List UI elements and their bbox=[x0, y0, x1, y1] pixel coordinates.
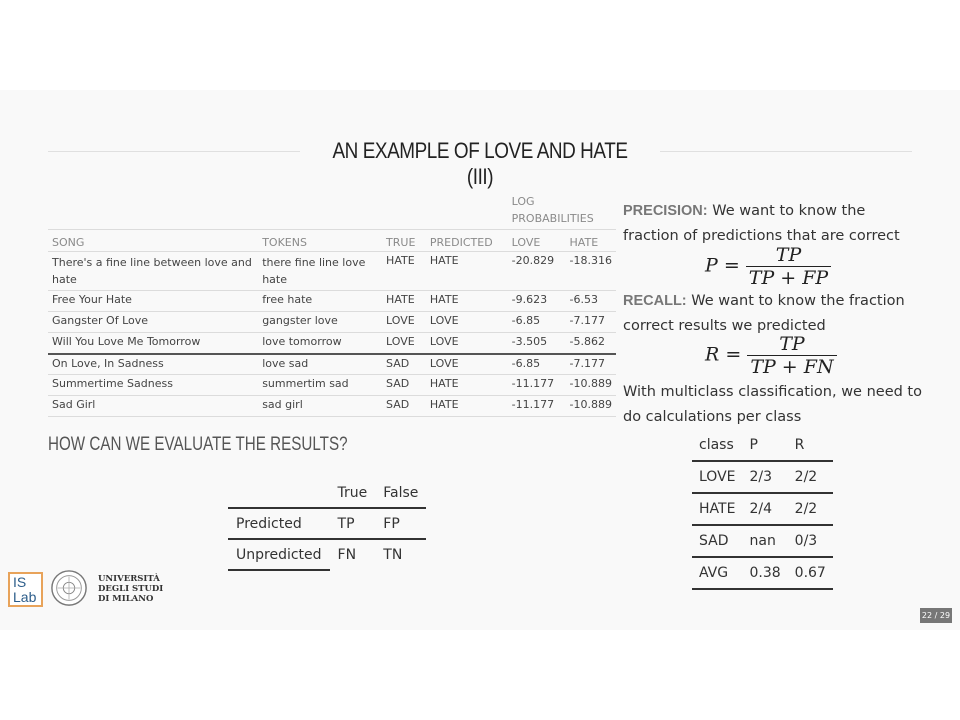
pr-col-p: P bbox=[743, 430, 788, 461]
multiclass-text: With multiclass classification, we need to do calculations per class bbox=[623, 384, 922, 425]
cell-hate: -7.177 bbox=[569, 314, 605, 327]
group-header-row bbox=[48, 190, 616, 230]
cell-song: There's a fine line between love and hate bbox=[52, 256, 252, 286]
cm-cell-fn: FN bbox=[337, 547, 357, 563]
cell-predicted: LOVE bbox=[429, 356, 459, 370]
songs-table bbox=[48, 190, 616, 417]
cell-song: Gangster Of Love bbox=[52, 314, 149, 327]
cell-hate: -18.316 bbox=[569, 254, 612, 267]
column-header-row bbox=[48, 230, 616, 252]
cell-true: LOVE bbox=[386, 335, 415, 348]
recall-denominator: TP + FN bbox=[747, 355, 836, 378]
pr-cell-r: 0.67 bbox=[788, 557, 833, 589]
pr-cell-p: 0.38 bbox=[743, 557, 788, 589]
pr-cell-class: HATE bbox=[692, 493, 743, 525]
cell-predicted: LOVE bbox=[429, 314, 459, 327]
university-line-3: DI MILANO bbox=[98, 594, 154, 604]
pr-col-class: class bbox=[692, 430, 743, 461]
page-indicator: 22 / 29 bbox=[920, 608, 952, 623]
precision-recall-table bbox=[692, 430, 833, 590]
cell-love: -3.505 bbox=[511, 335, 548, 348]
precision-description: We want to know the fraction of predictions that are correct bbox=[623, 203, 900, 244]
cm-col-false: False bbox=[383, 484, 419, 501]
precision-denominator: TP + FP bbox=[746, 266, 831, 289]
cell-hate: -10.889 bbox=[569, 377, 612, 390]
table-row bbox=[48, 312, 616, 333]
cm-row-unpredicted bbox=[228, 539, 426, 570]
col-song: SONG bbox=[52, 236, 85, 249]
cell-hate: -6.53 bbox=[569, 293, 598, 306]
cell-song: Free Your Hate bbox=[52, 293, 132, 306]
confusion-matrix bbox=[228, 478, 426, 571]
cell-true: SAD bbox=[386, 398, 410, 411]
cell-predicted: HATE bbox=[429, 254, 459, 267]
col-hate: HATE bbox=[569, 236, 599, 249]
pr-cell-class: LOVE bbox=[692, 461, 743, 493]
cell-true: SAD bbox=[386, 377, 410, 390]
cm-cell-tp: TP bbox=[337, 515, 355, 532]
cell-true: HATE bbox=[386, 254, 415, 267]
cm-label-predicted: Predicted bbox=[236, 515, 302, 532]
logo-line-1: IS bbox=[13, 574, 27, 590]
pr-cell-r: 2/2 bbox=[788, 493, 833, 525]
logo-line-2: Lab bbox=[13, 589, 37, 605]
precision-label: PRECISION: bbox=[623, 203, 708, 219]
cell-love: -6.85 bbox=[511, 314, 541, 327]
cell-love: -6.85 bbox=[511, 356, 541, 370]
cell-hate: -7.177 bbox=[569, 356, 605, 370]
cell-song: Sad Girl bbox=[52, 398, 96, 411]
cell-love: -20.829 bbox=[511, 254, 555, 267]
recall-description: We want to know the fraction correct results we predicted bbox=[623, 293, 905, 334]
table-row bbox=[48, 354, 616, 375]
cell-tokens: sad girl bbox=[262, 398, 303, 411]
cell-song: On Love, In Sadness bbox=[52, 356, 164, 370]
cell-love: -11.177 bbox=[511, 377, 555, 390]
cm-cell-fp: FP bbox=[383, 515, 400, 532]
col-love: LOVE bbox=[511, 236, 541, 249]
table-row bbox=[692, 557, 833, 589]
table-row bbox=[48, 375, 616, 396]
recall-numerator: TP bbox=[779, 333, 805, 355]
cell-tokens: there fine line love hate bbox=[262, 256, 366, 286]
precision-formula bbox=[705, 244, 831, 289]
title-rule-right bbox=[660, 151, 912, 152]
cm-cell-tn: TN bbox=[383, 547, 403, 563]
cell-song: Summertime Sadness bbox=[52, 377, 173, 390]
table-row bbox=[48, 252, 616, 291]
cell-predicted: HATE bbox=[429, 398, 459, 411]
cell-love: -11.177 bbox=[511, 398, 555, 411]
university-line-1: UNIVERSITÀ bbox=[98, 574, 160, 584]
cell-love: -9.623 bbox=[511, 293, 548, 306]
cell-tokens: love tomorrow bbox=[262, 335, 342, 348]
cm-header-row bbox=[228, 478, 426, 508]
pr-cell-r: 2/2 bbox=[788, 461, 833, 493]
recall-label: RECALL: bbox=[623, 293, 687, 309]
university-line-2: DEGLI STUDI bbox=[98, 584, 164, 594]
table-row bbox=[48, 396, 616, 417]
cell-predicted: LOVE bbox=[429, 335, 459, 348]
col-predicted: PREDICTED bbox=[429, 236, 493, 249]
recall-fraction bbox=[747, 333, 836, 378]
islab-logo bbox=[8, 572, 43, 607]
cell-tokens: gangster love bbox=[262, 314, 338, 327]
cell-tokens: love sad bbox=[262, 356, 309, 370]
recall-text bbox=[623, 289, 923, 339]
cell-tokens: free hate bbox=[262, 293, 313, 306]
precision-lhs: P = bbox=[705, 254, 740, 277]
precision-text bbox=[623, 199, 923, 249]
cell-true: LOVE bbox=[386, 314, 415, 327]
university-seal-icon bbox=[50, 569, 88, 607]
cell-true: SAD bbox=[386, 356, 410, 370]
recall-lhs: R = bbox=[705, 343, 742, 366]
cm-row-predicted bbox=[228, 508, 426, 539]
pr-cell-p: nan bbox=[743, 525, 788, 557]
cm-col-true: True bbox=[337, 484, 368, 501]
precision-fraction bbox=[746, 244, 831, 289]
table-row bbox=[692, 493, 833, 525]
slide-title: AN EXAMPLE OF LOVE AND HATE (III) bbox=[332, 138, 628, 189]
cell-song: Will You Love Me Tomorrow bbox=[52, 335, 201, 348]
cell-tokens: summertim sad bbox=[262, 377, 349, 390]
pr-cell-class: AVG bbox=[692, 557, 743, 589]
cell-predicted: HATE bbox=[429, 377, 459, 390]
table-row bbox=[48, 291, 616, 312]
title-rule-left bbox=[48, 151, 300, 152]
pr-col-r: R bbox=[788, 430, 833, 461]
log-probabilities-header: LOG PROBABILITIES bbox=[511, 195, 594, 225]
precision-numerator: TP bbox=[775, 244, 802, 266]
table-row bbox=[692, 461, 833, 493]
cell-true: HATE bbox=[386, 293, 415, 306]
pr-cell-p: 2/3 bbox=[743, 461, 788, 493]
table-row bbox=[48, 333, 616, 354]
pr-header-row bbox=[692, 430, 833, 461]
table-row bbox=[692, 525, 833, 557]
evaluation-subheading: HOW CAN WE EVALUATE THE RESULTS? bbox=[48, 434, 348, 455]
pr-cell-class: SAD bbox=[692, 525, 743, 557]
pr-cell-r: 0/3 bbox=[788, 525, 833, 557]
col-tokens: TOKENS bbox=[262, 236, 307, 249]
col-true: TRUE bbox=[386, 236, 416, 249]
university-name bbox=[98, 574, 163, 604]
recall-formula bbox=[705, 333, 837, 378]
cm-label-unpredicted: Unpredicted bbox=[228, 539, 330, 570]
cell-hate: -5.862 bbox=[569, 335, 605, 348]
cell-predicted: HATE bbox=[429, 293, 459, 306]
cell-hate: -10.889 bbox=[569, 398, 612, 411]
pr-cell-p: 2/4 bbox=[743, 493, 788, 525]
